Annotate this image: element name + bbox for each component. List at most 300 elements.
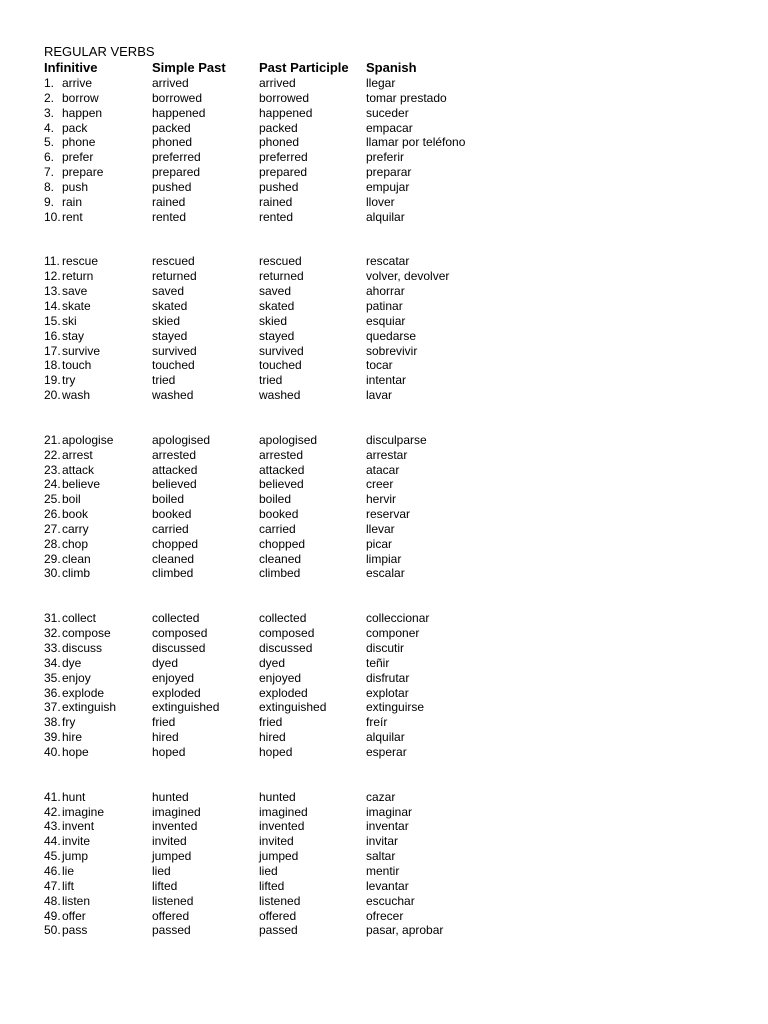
past-participle-cell: hired: [259, 730, 286, 745]
infinitive-text: invent: [62, 819, 95, 834]
table-row: [44, 641, 744, 656]
past-participle-cell: hoped: [259, 744, 293, 759]
past-participle-cell: collected: [259, 611, 307, 626]
verb-group: [44, 790, 744, 938]
infinitive-cell: [44, 135, 152, 150]
past-participle-cell: invented: [259, 819, 305, 834]
infinitive-cell: [44, 715, 152, 730]
table-row: [44, 923, 744, 938]
row-number: 16.: [44, 328, 61, 343]
infinitive-text: survive: [62, 343, 101, 358]
infinitive-cell: [44, 671, 152, 686]
spanish-cell: inventar: [366, 819, 409, 834]
table-row: [44, 522, 744, 537]
simple-past-cell: carried: [152, 521, 189, 536]
past-participle-cell: invited: [259, 834, 294, 849]
infinitive-text: imagine: [62, 804, 105, 819]
simple-past-cell: saved: [152, 284, 185, 299]
infinitive-cell: [44, 641, 152, 656]
simple-past-cell: lifted: [152, 878, 178, 893]
infinitive-cell: [44, 700, 152, 715]
past-participle-cell: borrowed: [259, 90, 310, 105]
simple-past-cell: packed: [152, 120, 191, 135]
row-number: 27.: [44, 521, 61, 536]
row-number: 40.: [44, 744, 61, 759]
infinitive-text: borrow: [62, 90, 99, 105]
infinitive-text: lie: [62, 863, 75, 878]
simple-past-cell: stayed: [152, 328, 188, 343]
simple-past-cell: boiled: [152, 492, 185, 507]
infinitive-text: prefer: [62, 150, 94, 165]
row-number: 50.: [44, 923, 61, 938]
infinitive-cell: [44, 537, 152, 552]
spanish-cell: pasar, aprobar: [366, 923, 444, 938]
table-row: [44, 314, 744, 329]
spanish-cell: ahorrar: [366, 284, 405, 299]
infinitive-cell: [44, 834, 152, 849]
table-row: [44, 269, 744, 284]
table-row: [44, 121, 744, 136]
simple-past-cell: lied: [152, 863, 171, 878]
simple-past-cell: rained: [152, 194, 186, 209]
table-row: [44, 864, 744, 879]
infinitive-cell: [44, 626, 152, 641]
spanish-cell: sobrevivir: [366, 343, 418, 358]
spanish-cell: discutir: [366, 641, 405, 655]
spanish-cell: preferir: [366, 150, 405, 165]
past-participle-cell: booked: [259, 507, 299, 522]
simple-past-cell: exploded: [152, 685, 201, 700]
simple-past-cell: arrived: [152, 76, 189, 90]
infinitive-cell: [44, 433, 152, 448]
table-row: [44, 611, 744, 626]
row-number: 14.: [44, 298, 61, 313]
simple-past-cell: jumped: [152, 849, 192, 864]
spanish-cell: escuchar: [366, 893, 415, 908]
header-spanish: Spanish: [366, 60, 417, 75]
simple-past-cell: invented: [152, 819, 198, 834]
infinitive-text: enjoy: [62, 670, 91, 685]
row-number: 33.: [44, 641, 61, 655]
simple-past-cell: tried: [152, 373, 176, 388]
simple-past-cell: composed: [152, 626, 208, 641]
past-participle-cell: saved: [259, 284, 292, 299]
table-row: [44, 463, 744, 478]
infinitive-cell: [44, 566, 152, 581]
simple-past-cell: discussed: [152, 641, 206, 655]
row-number: 34.: [44, 655, 61, 670]
infinitive-text: carry: [62, 521, 89, 536]
simple-past-cell: offered: [152, 908, 190, 923]
table-row: [44, 299, 744, 314]
spanish-cell: invitar: [366, 834, 399, 849]
infinitive-text: hope: [62, 744, 89, 759]
infinitive-cell: [44, 373, 152, 388]
infinitive-text: arrive: [62, 76, 93, 90]
row-number: 22.: [44, 447, 61, 462]
infinitive-text: save: [62, 284, 88, 299]
table-row: [44, 344, 744, 359]
past-participle-cell: washed: [259, 388, 301, 403]
infinitive-text: skate: [62, 298, 91, 313]
past-participle-cell: attacked: [259, 462, 305, 477]
row-number: 8.: [44, 179, 55, 194]
infinitive-cell: [44, 358, 152, 373]
infinitive-cell: [44, 344, 152, 359]
row-number: 49.: [44, 908, 61, 923]
infinitive-cell: [44, 745, 152, 760]
infinitive-text: listen: [62, 893, 91, 908]
infinitive-cell: [44, 923, 152, 938]
row-number: 42.: [44, 804, 61, 819]
row-number: 11.: [44, 254, 60, 269]
row-number: 9.: [44, 194, 55, 209]
table-row: [44, 254, 744, 269]
table-row: [44, 373, 744, 388]
past-participle-cell: touched: [259, 358, 302, 373]
table-row: [44, 715, 744, 730]
table-row: [44, 358, 744, 373]
spanish-cell: freír: [366, 715, 388, 730]
spanish-cell: intentar: [366, 373, 407, 388]
spanish-cell: levantar: [366, 878, 409, 893]
simple-past-cell: apologised: [152, 432, 211, 447]
infinitive-cell: [44, 210, 152, 225]
row-number: 43.: [44, 819, 61, 834]
simple-past-cell: rented: [152, 209, 187, 224]
past-participle-cell: passed: [259, 923, 298, 938]
infinitive-text: attack: [62, 462, 95, 477]
spanish-cell: lavar: [366, 388, 393, 403]
table-row: [44, 671, 744, 686]
table-row: [44, 448, 744, 463]
row-number: 36.: [44, 685, 61, 700]
infinitive-cell: [44, 730, 152, 745]
past-participle-cell: rained: [259, 194, 293, 209]
simple-past-cell: extinguished: [152, 700, 220, 715]
simple-past-cell: rescued: [152, 254, 195, 269]
header-simple-past: Simple Past: [152, 60, 226, 75]
simple-past-cell: phoned: [152, 135, 193, 150]
simple-past-cell: fried: [152, 715, 176, 730]
simple-past-cell: invited: [152, 834, 187, 849]
infinitive-text: push: [62, 179, 89, 194]
row-number: 46.: [44, 863, 61, 878]
spanish-cell: arrestar: [366, 447, 408, 462]
infinitive-text: ski: [62, 313, 77, 328]
simple-past-cell: chopped: [152, 536, 199, 551]
row-number: 23.: [44, 462, 61, 477]
infinitive-text: pass: [62, 923, 88, 938]
spanish-cell: reservar: [366, 507, 411, 522]
simple-past-cell: passed: [152, 923, 191, 938]
row-number: 17.: [44, 343, 61, 358]
row-number: 19.: [44, 373, 61, 388]
spanish-cell: atacar: [366, 462, 400, 477]
infinitive-cell: [44, 180, 152, 195]
past-participle-cell: cleaned: [259, 551, 302, 566]
row-number: 25.: [44, 492, 61, 507]
verb-group: [44, 433, 744, 581]
table-row: [44, 150, 744, 165]
infinitive-text: wash: [62, 388, 91, 403]
row-number: 31.: [44, 611, 61, 626]
verb-groups: [44, 76, 744, 938]
infinitive-text: explode: [62, 685, 105, 700]
infinitive-cell: [44, 448, 152, 463]
row-number: 2.: [44, 90, 55, 105]
past-participle-cell: tried: [259, 373, 283, 388]
table-row: [44, 909, 744, 924]
table-row: [44, 849, 744, 864]
infinitive-text: offer: [62, 908, 86, 923]
infinitive-text: arrest: [62, 447, 93, 462]
past-participle-cell: skated: [259, 298, 295, 313]
past-participle-cell: jumped: [259, 849, 299, 864]
simple-past-cell: hunted: [152, 789, 189, 804]
row-number: 1.: [44, 76, 55, 90]
past-participle-cell: pushed: [259, 179, 299, 194]
row-number: 6.: [44, 150, 55, 165]
table-row: [44, 135, 744, 150]
table-row: [44, 566, 744, 581]
spanish-cell: alquilar: [366, 209, 405, 224]
verb-group: [44, 76, 744, 224]
verb-group: [44, 254, 744, 402]
infinitive-cell: [44, 819, 152, 834]
past-participle-cell: believed: [259, 477, 304, 492]
table-row: [44, 656, 744, 671]
spanish-cell: colleccionar: [366, 611, 430, 626]
infinitive-text: collect: [62, 611, 97, 626]
spanish-cell: componer: [366, 626, 420, 641]
row-number: 48.: [44, 893, 61, 908]
infinitive-text: hire: [62, 730, 83, 745]
group-spacer: [44, 224, 744, 254]
table-row: [44, 210, 744, 225]
infinitive-text: clean: [62, 551, 91, 566]
table-row: [44, 700, 744, 715]
simple-past-cell: washed: [152, 388, 194, 403]
past-participle-cell: boiled: [259, 492, 292, 507]
infinitive-text: apologise: [62, 432, 114, 447]
verb-list-document: [44, 44, 744, 938]
page-title: REGULAR VERBS: [44, 44, 155, 59]
spanish-cell: explotar: [366, 685, 409, 700]
infinitive-cell: [44, 91, 152, 106]
spanish-cell: imaginar: [366, 804, 413, 819]
simple-past-cell: dyed: [152, 655, 179, 670]
row-number: 10.: [44, 209, 61, 224]
spanish-cell: quedarse: [366, 328, 417, 343]
infinitive-cell: [44, 849, 152, 864]
past-participle-cell: arrived: [259, 76, 296, 90]
row-number: 37.: [44, 700, 61, 715]
infinitive-text: fry: [62, 715, 76, 730]
infinitive-text: prepare: [62, 165, 104, 180]
simple-past-cell: returned: [152, 269, 197, 284]
past-participle-cell: rescued: [259, 254, 302, 269]
table-row: [44, 433, 744, 448]
simple-past-cell: touched: [152, 358, 195, 373]
row-number: 21.: [44, 432, 61, 447]
infinitive-cell: [44, 314, 152, 329]
past-participle-cell: phoned: [259, 135, 300, 150]
group-spacer: [44, 403, 744, 433]
infinitive-text: dye: [62, 655, 82, 670]
simple-past-cell: believed: [152, 477, 197, 492]
simple-past-cell: enjoyed: [152, 670, 195, 685]
infinitive-cell: [44, 894, 152, 909]
table-row: [44, 805, 744, 820]
spanish-cell: saltar: [366, 849, 396, 864]
past-participle-cell: rented: [259, 209, 294, 224]
past-participle-cell: prepared: [259, 165, 308, 180]
past-participle-cell: fried: [259, 715, 283, 730]
spanish-cell: esquiar: [366, 313, 406, 328]
infinitive-text: believe: [62, 477, 101, 492]
simple-past-cell: preferred: [152, 150, 201, 165]
table-row: [44, 686, 744, 701]
simple-past-cell: hoped: [152, 744, 186, 759]
row-number: 44.: [44, 834, 61, 849]
row-number: 5.: [44, 135, 55, 150]
spanish-cell: tocar: [366, 358, 393, 373]
infinitive-cell: [44, 909, 152, 924]
spanish-cell: suceder: [366, 105, 409, 120]
infinitive-cell: [44, 106, 152, 121]
infinitive-text: climb: [62, 566, 91, 581]
infinitive-text: rescue: [62, 254, 99, 269]
row-number: 4.: [44, 120, 55, 135]
past-participle-cell: stayed: [259, 328, 295, 343]
row-number: 41.: [44, 789, 61, 804]
infinitive-text: happen: [62, 105, 103, 120]
past-participle-cell: chopped: [259, 536, 306, 551]
infinitive-cell: [44, 507, 152, 522]
spanish-cell: preparar: [366, 165, 412, 180]
table-row: [44, 388, 744, 403]
infinitive-cell: [44, 686, 152, 701]
table-row: [44, 819, 744, 834]
infinitive-text: touch: [62, 358, 92, 373]
infinitive-text: rent: [62, 209, 83, 224]
table-row: [44, 894, 744, 909]
past-participle-cell: carried: [259, 521, 296, 536]
spanish-cell: empujar: [366, 179, 410, 194]
infinitive-text: pack: [62, 120, 88, 135]
group-spacer: [44, 760, 744, 790]
infinitive-cell: [44, 329, 152, 344]
header-infinitive: Infinitive: [44, 60, 98, 75]
table-row: [44, 507, 744, 522]
row-number: 12.: [44, 269, 61, 284]
simple-past-cell: listened: [152, 893, 194, 908]
spanish-cell: empacar: [366, 120, 413, 135]
infinitive-cell: [44, 284, 152, 299]
infinitive-cell: [44, 121, 152, 136]
row-number: 30.: [44, 566, 61, 581]
infinitive-cell: [44, 195, 152, 210]
simple-past-cell: skated: [152, 298, 188, 313]
simple-past-cell: attacked: [152, 462, 198, 477]
past-participle-cell: extinguished: [259, 700, 327, 715]
infinitive-text: compose: [62, 626, 111, 641]
infinitive-cell: [44, 790, 152, 805]
spanish-cell: rescatar: [366, 254, 410, 269]
spanish-cell: tomar prestado: [366, 90, 447, 105]
row-number: 39.: [44, 730, 61, 745]
infinitive-cell: [44, 269, 152, 284]
spanish-cell: disculparse: [366, 432, 427, 447]
past-participle-cell: offered: [259, 908, 297, 923]
spanish-cell: esperar: [366, 744, 407, 759]
infinitive-text: extinguish: [62, 700, 117, 715]
infinitive-cell: [44, 522, 152, 537]
row-number: 20.: [44, 388, 61, 403]
infinitive-text: jump: [62, 849, 89, 864]
past-participle-cell: packed: [259, 120, 298, 135]
table-row: [44, 76, 744, 91]
infinitive-text: chop: [62, 536, 89, 551]
infinitive-text: hunt: [62, 789, 86, 804]
table-row: [44, 477, 744, 492]
table-row: [44, 165, 744, 180]
infinitive-text: book: [62, 507, 89, 522]
spanish-cell: extinguirse: [366, 700, 425, 715]
table-row: [44, 91, 744, 106]
spanish-cell: disfrutar: [366, 670, 410, 685]
past-participle-cell: returned: [259, 269, 304, 284]
row-number: 18.: [44, 358, 61, 373]
spanish-cell: patinar: [366, 298, 403, 313]
spanish-cell: hervir: [366, 492, 397, 507]
simple-past-cell: prepared: [152, 165, 201, 180]
row-number: 38.: [44, 715, 61, 730]
spanish-cell: ofrecer: [366, 908, 404, 923]
simple-past-cell: booked: [152, 507, 192, 522]
past-participle-cell: survived: [259, 343, 304, 358]
infinitive-cell: [44, 879, 152, 894]
table-row: [44, 626, 744, 641]
table-row: [44, 730, 744, 745]
simple-past-cell: climbed: [152, 566, 194, 581]
infinitive-text: invite: [62, 834, 91, 849]
infinitive-cell: [44, 864, 152, 879]
spanish-cell: llover: [366, 194, 395, 209]
table-row: [44, 180, 744, 195]
spanish-cell: limpiar: [366, 551, 402, 566]
spanish-cell: alquilar: [366, 730, 405, 745]
simple-past-cell: arrested: [152, 447, 197, 462]
row-number: 13.: [44, 284, 61, 299]
simple-past-cell: imagined: [152, 804, 201, 819]
infinitive-text: boil: [62, 492, 81, 507]
infinitive-cell: [44, 76, 152, 91]
simple-past-cell: cleaned: [152, 551, 195, 566]
past-participle-cell: hunted: [259, 789, 296, 804]
past-participle-cell: exploded: [259, 685, 308, 700]
infinitive-text: return: [62, 269, 94, 284]
simple-past-cell: skied: [152, 313, 181, 328]
row-number: 24.: [44, 477, 61, 492]
row-number: 15.: [44, 313, 61, 328]
simple-past-cell: happened: [152, 105, 206, 120]
past-participle-cell: lied: [259, 863, 278, 878]
row-number: 35.: [44, 670, 61, 685]
infinitive-cell: [44, 254, 152, 269]
infinitive-cell: [44, 552, 152, 567]
